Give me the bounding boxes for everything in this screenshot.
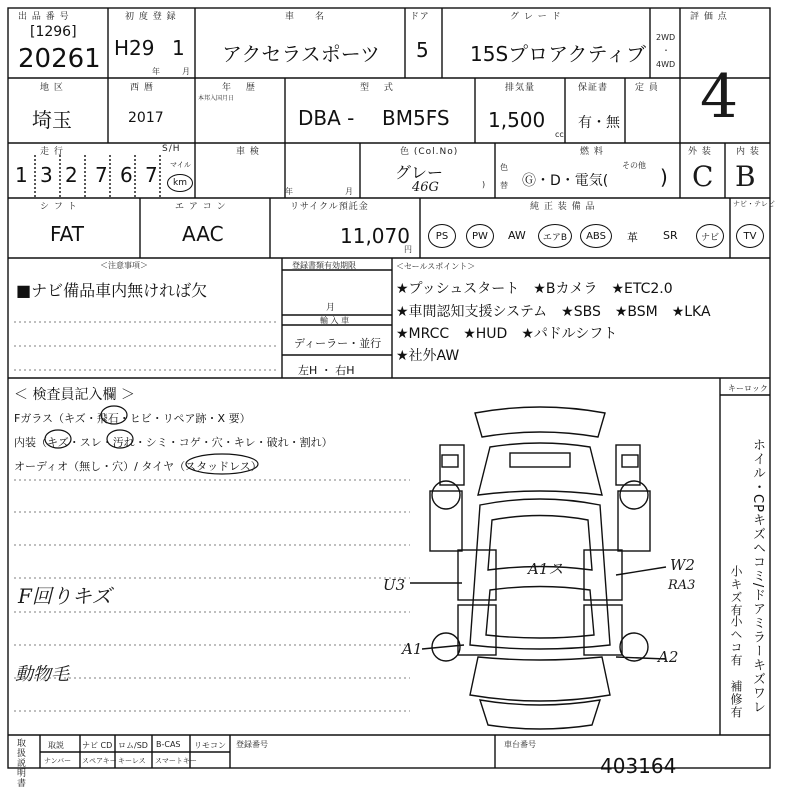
drive-2wd: 2WD xyxy=(656,33,676,42)
chassis-number: 403164 xyxy=(600,754,677,778)
side-note: ホイル・CPキズヘコミ/ドアミラーキズワレ xyxy=(750,438,765,715)
shift-value: FAT xyxy=(50,222,85,246)
sales-header: ＜セールスポイント＞ xyxy=(396,262,476,271)
mileage-header: 走 行 xyxy=(40,147,64,157)
warranty-header: 保証書 xyxy=(578,83,609,93)
bottom-bottom-label: キーレス xyxy=(118,757,146,765)
color-name: グレー xyxy=(395,163,444,182)
notes-header: ＜注意事項＞ xyxy=(100,261,148,270)
sales-line3: ★MRCC ★HUD ★パドルシフト xyxy=(396,326,618,342)
car-name-header: 車 名 xyxy=(285,12,326,22)
mileage-digit: 6 xyxy=(120,163,133,187)
displacement-header: 排気量 xyxy=(505,83,536,93)
lot-number: 20261 xyxy=(18,44,101,74)
fuel-other: その他 xyxy=(622,161,646,170)
color-code: 46G xyxy=(412,180,439,195)
steering-label: 左H ・ 右H xyxy=(298,364,355,377)
damage-a1: A1 xyxy=(402,640,423,658)
model-code: BM5FS xyxy=(382,106,450,130)
color-paren: ) xyxy=(482,180,486,189)
fuel-options: Ⓖ・D・電気( xyxy=(522,173,609,189)
bottom-top-label: ロム/SD xyxy=(118,741,148,750)
recycle-value: 11,070 xyxy=(340,224,410,248)
inspector-line-glass: Fガラス（キズ・飛石・ヒビ・リペア跡・X 要） xyxy=(14,412,251,425)
grade-value: 15Sプロアクティブ xyxy=(470,42,646,66)
year-header: 西 暦 xyxy=(130,83,154,93)
bottom-top-label: ナビ CD xyxy=(82,741,113,750)
shift-header: シ フ ト xyxy=(40,202,78,212)
damage-w2: W2 xyxy=(670,556,695,574)
inspection-header: 車 検 xyxy=(236,147,260,157)
color-change-bottom: 替 xyxy=(500,181,508,190)
car-name: アクセラスポーツ xyxy=(222,42,380,66)
notes-line1: ■ナビ備品車内無ければ欠 xyxy=(16,281,208,300)
mileage-digit: 7 xyxy=(145,163,158,187)
drive-4wd: 4WD xyxy=(656,60,676,69)
exterior-grade: C xyxy=(692,160,714,193)
first-reg-header: 初 度 登 録 xyxy=(125,12,177,22)
first-reg-month: 1 xyxy=(172,36,185,60)
equip-pw: PW xyxy=(466,224,494,248)
displacement-unit: cc xyxy=(555,130,564,139)
inspector-line-audio: オーディオ（無し・穴）/ タイヤ（スタッドレス） xyxy=(14,460,262,473)
bottom-top-label: 取説 xyxy=(48,741,64,750)
color-change-top: 色 xyxy=(500,163,508,172)
bottom-top-label: リモコン xyxy=(194,741,226,750)
side-mark-small-scratch: 小キズ有 xyxy=(729,565,743,617)
region-value: 埼玉 xyxy=(32,108,72,132)
recycle-unit: 円 xyxy=(404,245,412,254)
lot-number-header: 出 品 番 号 xyxy=(18,12,70,22)
keylock-label: キーロック xyxy=(728,384,768,393)
odometer-header: S/H xyxy=(162,144,181,154)
sales-line2: ★車間認知支援システム ★SBS ★BSM ★LKA xyxy=(396,304,711,320)
damage-a2: A2 xyxy=(658,648,679,666)
lot-sub-number: [1296] xyxy=(30,24,77,40)
handwritten-animal-hair: 動物毛 xyxy=(15,664,69,685)
inspector-header: ＜ 検査員記入欄 ＞ xyxy=(14,387,135,403)
fuel-header: 燃 料 xyxy=(580,147,604,157)
door-header: ドア xyxy=(410,12,430,22)
equip-leather: 革 xyxy=(627,231,638,244)
sales-line1: ★プッシュスタート ★Bカメラ ★ETC2.0 xyxy=(396,281,673,297)
drive-dot: ・ xyxy=(662,46,670,55)
equip-airbag: エアB xyxy=(538,224,572,248)
chassis-label: 車台番号 xyxy=(504,740,536,749)
inspector-line-interior: 内装（キズ・スレ・汚れ・シミ・コゲ・穴・キレ・破れ・割れ） xyxy=(14,436,333,449)
sales-line4: ★社外AW xyxy=(396,348,460,364)
exterior-header: 外 装 xyxy=(688,147,712,157)
interior-grade: B xyxy=(735,160,756,193)
import-label: 輸 入 車 xyxy=(320,316,350,325)
aircon-header: エ ア コ ン xyxy=(175,202,227,212)
handwritten-front-scratch: F回りキズ xyxy=(18,584,112,608)
mileage-digit: 3 xyxy=(40,163,53,187)
nav-header: ナビ・テレビ xyxy=(733,200,775,208)
side-mark-repaired: 補修有 xyxy=(729,680,743,719)
bottom-top-label: B-CAS xyxy=(156,740,181,749)
first-reg-era: H29 xyxy=(114,36,155,60)
mileage-unit-km: km xyxy=(167,174,193,192)
fuel-close: ) xyxy=(660,165,668,189)
owner-month: 月 xyxy=(326,303,336,313)
inspection-month-unit: 月 xyxy=(345,187,353,196)
dealer-label: ディーラー・並行 xyxy=(294,337,382,350)
bottom-bottom-label: ナンバー xyxy=(44,757,72,765)
model-header: 型 式 xyxy=(360,83,394,93)
score-header: 評 価 点 xyxy=(690,12,728,22)
bottom-bottom-label: スマートキー xyxy=(155,757,197,765)
mileage-digit: 7 xyxy=(95,163,108,187)
equipment-header: 純 正 装 備 品 xyxy=(530,202,596,212)
aircon-value: AAC xyxy=(182,222,224,246)
inspector-circles xyxy=(0,400,300,480)
inspection-year-unit: 年 xyxy=(285,187,293,196)
mileage-unit-mile: マイル xyxy=(170,161,191,169)
first-reg-month-unit: 月 xyxy=(182,67,190,76)
mileage-digit: 1 xyxy=(15,163,28,187)
damage-u3: U3 xyxy=(383,576,406,594)
equip-ps: PS xyxy=(428,224,456,248)
bottom-bottom-label: スペアキー xyxy=(82,757,117,765)
bottom-left-label: 取扱説明書 xyxy=(15,738,25,788)
capacity-header: 定 員 xyxy=(635,83,659,93)
mileage-digit: 2 xyxy=(65,163,78,187)
score-value: 4 xyxy=(700,62,739,132)
import-header: 年 歴 xyxy=(222,83,256,93)
equip-tv: TV xyxy=(736,224,764,248)
year-value: 2017 xyxy=(128,110,164,126)
door-count: 5 xyxy=(416,38,429,62)
equip-sunroof: SR xyxy=(663,229,678,242)
equip-aw: AW xyxy=(508,229,526,242)
recycle-header: リサイクル預託金 xyxy=(290,202,369,212)
damage-ra3: RA3 xyxy=(668,578,696,593)
damage-a1-roof: A1ス xyxy=(528,560,564,578)
first-reg-year-unit: 年 xyxy=(152,67,160,76)
registration-label: 登録番号 xyxy=(236,740,268,749)
side-mark-small-dent: 小ヘコ有 xyxy=(729,615,743,667)
import-subheader: 本邦入国月日 xyxy=(198,95,235,102)
region-header: 地 区 xyxy=(40,83,64,93)
displacement-value: 1,500 xyxy=(488,108,546,132)
warranty-value: 有・無 xyxy=(578,115,620,131)
equip-nav: ナビ xyxy=(696,224,724,248)
interior-header: 内 装 xyxy=(736,147,760,157)
color-header: 色 (Col.No) xyxy=(400,147,459,157)
model-prefix: DBA - xyxy=(298,106,355,130)
owner-header: 登録書類有効期限 xyxy=(292,261,356,270)
equip-abs: ABS xyxy=(580,224,612,248)
grade-header: グ レ ー ド xyxy=(510,12,562,22)
